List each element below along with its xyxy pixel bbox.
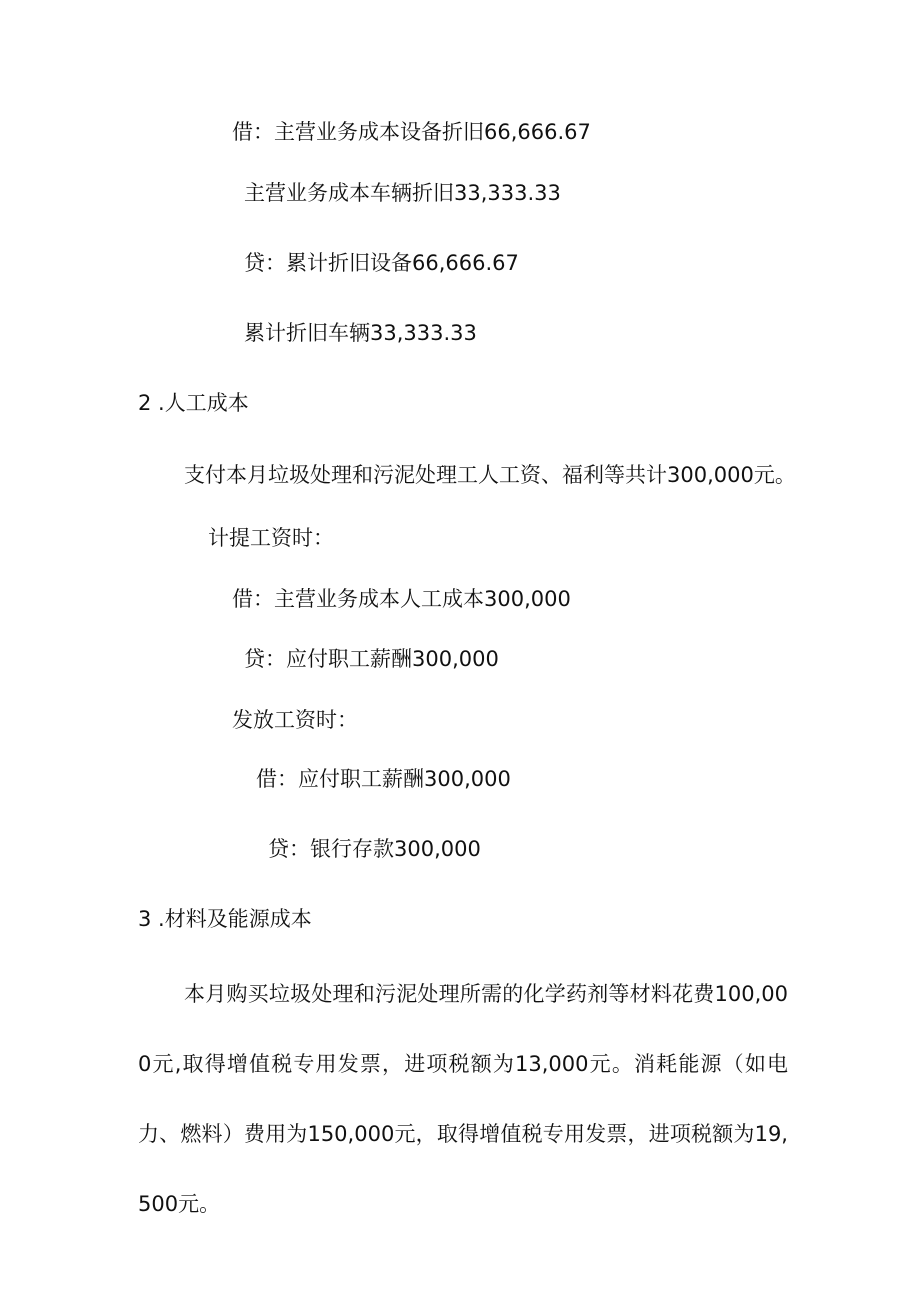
entry-debit-equipment-depreciation: 借：主营业务成本设备折旧66,666.67 — [232, 120, 591, 144]
entry-credit-bank-deposit: 贷：银行存款300,000 — [268, 837, 481, 861]
entry-debit-labor-cost: 借：主营业务成本人工成本300,000 — [232, 587, 571, 611]
section-heading-labor-cost: 2 .人工成本 — [138, 391, 249, 415]
payment-wage-label: 发放工资时： — [232, 708, 358, 732]
entry-credit-payable-wages: 贷：应付职工薪酬300,000 — [244, 647, 499, 671]
entry-credit-vehicle-depreciation: 累计折旧车辆33,333.33 — [244, 321, 477, 345]
section-heading-material-energy-cost: 3 .材料及能源成本 — [138, 907, 312, 931]
labor-cost-description: 支付本月垃圾处理和污泥处理工人工资、福利等共计300,000元。 — [184, 463, 796, 487]
entry-debit-vehicle-depreciation: 主营业务成本车辆折旧33,333.33 — [244, 181, 561, 205]
entry-credit-equipment-depreciation: 贷：累计折旧设备66,666.67 — [244, 251, 519, 275]
entry-debit-payable-wages: 借：应付职工薪酬300,000 — [256, 767, 511, 791]
accrual-wage-label: 计提工资时： — [208, 526, 334, 550]
material-energy-description: 本月购买垃圾处理和污泥处理所需的化学药剂等材料花费100,000元,取得增值税专用发票，进项税额为13,000元。消耗能源（如电力、燃料）费用为150,000元，取得增值税专用发票，进项税额为19,500元。 — [138, 982, 788, 1216]
